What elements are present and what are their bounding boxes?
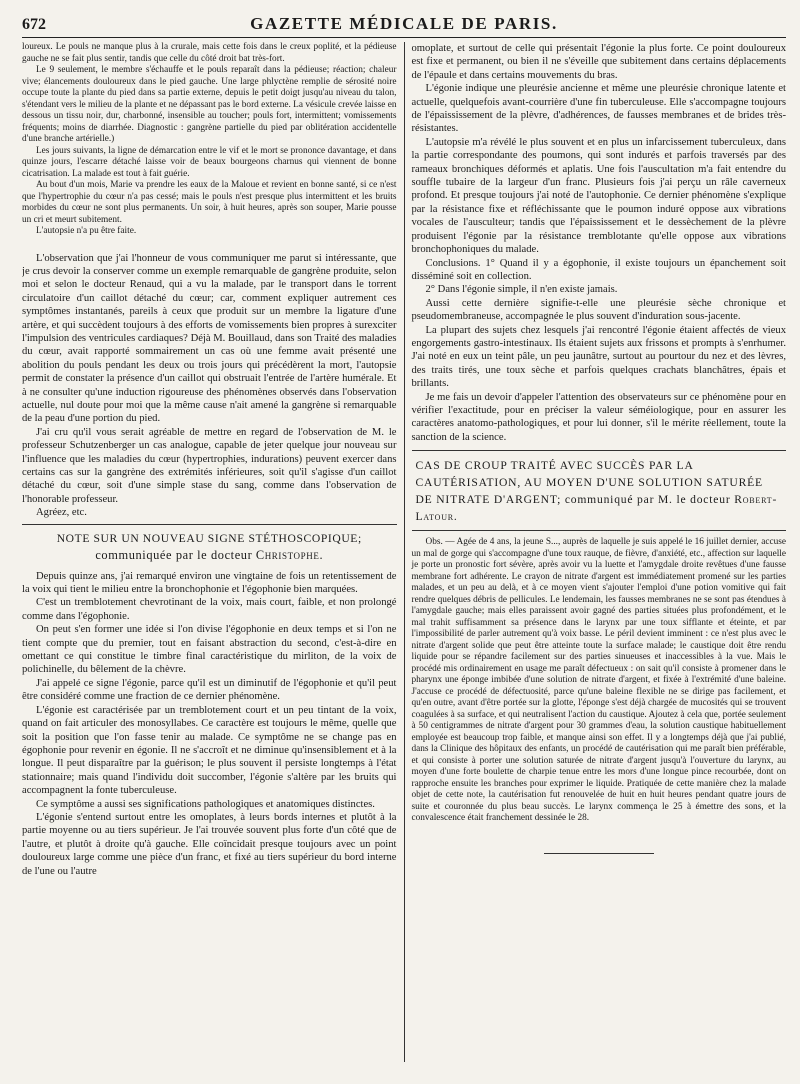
- article-paragraph: C'est un tremblotement chevrotinant de la voix, mais court, faible, et non prolongé comme dans l'égophonie.: [22, 597, 397, 622]
- signoff: Agréez, etc.: [36, 507, 87, 519]
- commentary-paragraph: L'observation que j'ai l'honneur de vous communiquer me parut si intéressante, que je crus devoir la conserver comme un exemple remarquable de gangrène produite, selon moi et selon le docteur Renaud, qui a vu la malade, par le transport dans le torrent circulatoire d'un caillot détaché du cœur; car, comment expliquer autrement ces symptômes instantanés, pareils à ceux que produit sur un membre la ligature d'une artère, et qui succèdent toujours à des efforts de vomissements bien propres à surexciter l'impulsion des ventricules cardiaques? Déjà M. Bouillaud, dans son Traité des maladies du cœur, avait rapporté sommairement un cas où une femme avait présenté une abolition du pouls pendant les deux ou trois jours qui précédèrent la mort, l'autopsie permit de constater la présence d'un caillot qui obstruait l'entrée de l'artère humérale. Et à ne consulter qu'une induction rigoureuse des phénomènes observés dans l'observation actuelle, nul doute pour moi que la même cause n'ait amené la gangrène si remarquable de la peau d'une portion du pied.: [22, 252, 397, 425]
- commentary: [22, 252, 397, 520]
- section-gap: [22, 238, 397, 252]
- article-paragraph: Je me fais un devoir d'appeler l'attention des observateurs sur ce phénomène pour en vérifier l'exactitude, pour en préciser la valeur séméiologique, pour en assurer les caractères anatomo-pathologiques, et pour lui donner, s'il le mérite réellement, toute la sanction de la science.: [411, 391, 786, 443]
- article-title-stethoscopic: [22, 524, 397, 564]
- page-number: 672: [22, 16, 46, 33]
- article-paragraph: L'égonie s'entend surtout entre les omoplates, à leurs bords internes et plutôt à la partie moyenne ou au tiers supérieur. Je l'ai trouvée souvent plus forte d'un côté que de l'autre, et plutôt à droite qu'à gauche. Elle coïncidait presque toujours avec un point douloureux large comme une pièce d'un franc, et fixé au tiers supérieur du bord interne de l'une ou l'autre: [22, 811, 397, 877]
- article-body-croup: [412, 537, 787, 825]
- case-paragraph: loureux. Le pouls ne manque plus à la crurale, mais cette fois dans le creux poplité, et la pédieuse gauche ne se fait plus sentir, tandis que celle du côté droit bat très-fort.: [22, 42, 397, 64]
- article-paragraph: La plupart des sujets chez lesquels j'ai rencontré l'égonie étaient affectés de vieux engorgements gastro-intestinaux. Ils étaient sujets aux frissons et prompts à s'enrhumer. J'ai noté en eux un teint pâle, un peu jaunâtre, surtout au pourtour du nez et des lèvres, des traits tirés, une toux sèche et parfois quelques crachats blanchâtres, épais et brillants.: [411, 324, 786, 390]
- article-title-croup: [412, 450, 787, 531]
- right-column: [405, 42, 787, 1062]
- case-paragraph: L'autopsie n'a pu être faite.: [36, 226, 137, 236]
- article-paragraph: J'ai appelé ce signe l'égonie, parce qu'il est un diminutif de l'égophonie et qu'il peut être considéré comme une fraction de ce dernier phénomène.: [22, 677, 397, 703]
- case-paragraph: Au bout d'un mois, Marie va prendre les eaux de la Maloue et revient en bonne santé, si ce n'est que l'hypertrophie du cœur n'a pas cessé; mais le pouls n'est presque plus intermittent et les bruits morbides du cœur ne sont plus permanents. Un soir, à huit heures, après son souper, Marie pousse un cri et meurt subitement.: [22, 180, 397, 225]
- article-paragraph: On peut s'en former une idée si l'on divise l'égophonie en deux temps et si l'on ne tient compte que du premier, tout en faisant abstraction du second, c'est-à-dire en omettant ce qui constitue le timbre final caractéristique du mirliton, de la voix de polichinelle, du bêlement de la chèvre.: [22, 624, 397, 676]
- case-paragraph: Les jours suivants, la ligne de démarcation entre le vif et le mort se prononce davantage, et dans quinze jours, l'escarre détaché laisse voir de beaux bourgeons charnus qui viennent de bonne cicatrisation. La malade est tout à fait guérie.: [22, 145, 397, 179]
- columns: [22, 42, 786, 1062]
- article-paragraph: omoplate, et surtout de celle qui présentait l'égonie la plus forte. Ce point douloureux est fixe et permanent, ou bien il ne s'éveille que subitement dans certains déplacements de l'épaule et dans certains mouvements du bras.: [411, 43, 786, 81]
- article-body-stethoscopic-continued: [412, 42, 787, 444]
- article-body-stethoscopic: [22, 570, 397, 878]
- article-title-text: CAS DE CROUP TRAITÉ AVEC SUCCÈS PAR LA CAUTÉRISATION, AU MOYEN D'UNE SOLUTION SATURÉE DE NITRATE D'ARGENT;: [415, 459, 763, 507]
- article-title-text: NOTE SUR UN NOUVEAU SIGNE STÉTHOSCOPIQUE;: [56, 531, 362, 545]
- page-header: [22, 14, 786, 38]
- article-author: Robert-Latour.: [415, 493, 778, 524]
- article-paragraph: L'égonie est caractérisée par un tremblotement court et un peu tintant de la voix, quand on fait articuler des monosyllabes. Ce caractère est toujours le même, quelle que soit la position que l'on fasse tenir au malade. Ce symptôme ne se change pas en égophonie pour revenir en égonie. Il ne s'accroît et ne diminue qu'insensiblement et à la longue. Il peut disparaître par la guérison; le plus souvent il persiste longtemps à l'état stationnaire; mais quand l'individu doit succomber, l'égonie s'altère par les bruits qui accompagnent la fonte tuberculeuse.: [22, 704, 397, 797]
- article-byline: communiquée par le docteur: [95, 547, 253, 562]
- conclusions-paragraph: Conclusions. 1° Quand il y a égophonie, il existe toujours un épanchement soit disséminé soit en collection.: [411, 257, 786, 282]
- article-paragraph: L'égonie indique une pleurésie ancienne et même une pleurésie chronique latente et actuelle, quelquefois avant-courrière d'une fin tuberculeuse. Elle s'accompagne toujours de l'épaississement de la plèvre, d'adhérences, de fausses membranes et de brides très-résistantes.: [411, 83, 786, 135]
- article-paragraph: Depuis quinze ans, j'ai remarqué environ une vingtaine de fois un retentissement de la voix qui tient le milieu entre la bronchophonie et l'égophonie bien marquées.: [22, 570, 397, 596]
- end-rule: [544, 853, 654, 854]
- journal-title: GAZETTE MÉDICALE DE PARIS.: [250, 14, 558, 33]
- article-byline: communiqué par M. le docteur: [564, 493, 731, 507]
- commentary-paragraph: J'ai cru qu'il vous serait agréable de mettre en regard de l'observation de M. le professeur Schutzenberger un cas analogue, capable de jeter quelque jour nouveau sur l'influence que les maladies du cœur (hypertrophies, indurations) peuvent exercer dans certains cas sur la gangrène des extrémités inférieures, soit qu'il s'agisse d'un caillot détaché du cœur, soit d'une simple stase du sang, comme dans l'observation de l'honorable professeur.: [22, 426, 397, 505]
- case-paragraph: Le 9 seulement, le membre s'échauffe et le pouls reparaît dans la pédieuse; réaction; chaleur vive; élancements douloureux dans le pied gauche. Une large phlyctène remplie de sérosité noire occupe toute la plante du pied dans sa partie externe, depuis le petit doigt jusqu'au niveau du talon, s'étendant vers le milieu de la plante et ne dépassant pas le bord externe. La vésicule crevée laisse en dessous un tissu noir, dur, charbonné, insensible au toucher; pouls fort, intermittent; vomissements fréquents; moins de diarrhée. Diagnostic : gangrène partielle du pied par oblitération accidentelle d'une branche artérielle.): [22, 65, 397, 144]
- article-paragraph: Aussi cette dernière signifie-t-elle une pleurésie sèche chronique et pseudomembraneuse, accompagnée le plus souvent d'induration sous-jacente.: [411, 297, 786, 323]
- left-column: [22, 42, 405, 1062]
- article-author: Christophe.: [255, 547, 324, 562]
- continued-case: [22, 42, 397, 238]
- conclusions-paragraph: 2° Dans l'égonie simple, il n'en existe jamais.: [425, 284, 618, 296]
- article-paragraph: Ce symptôme a aussi ses significations pathologiques et anatomiques distinctes.: [36, 798, 375, 810]
- observation-paragraph: Obs. — Agée de 4 ans, la jeune S..., auprès de laquelle je suis appelé le 16 juillet dernier, accuse un mal de gorge qui s'accompagne d'une toux rauque, de fièvre, d'anxiété, etc., affection sur laquelle je porte un pronostic fort sévère, après avoir vu la luette et l'amygdale droite revêtues d'une fausse membrane fort adhérente. Le crayon de nitrate d'argent est immédiatement promené sur les parties malades, et un peu au delà, et à ce moyen vient s'ajouter l'emploi d'une potion vomitive qui fait rendre quelques débris de pellicules. Le lendemain, les fausses membranes ne se sont pas étendues à l'amygdale gauche; mais elles paraissent avoir gagné des parties situées plus profondément, et le mal trahit suffisamment sa présence dans le larynx par une toux sifflante et éteinte, et par l'impossibilité de parler autrement qu'à voix basse. Le péril devient imminent : ce n'est plus avec le nitrate d'argent solide que peut être atteinte toute la surface malade; le caustique doit être rendu liquide pour se répandre facilement sur des parties sinueuses et inaccessibles à la vue. Mais le procédé mis ordinairement en usage me paraît défectueux : on sait qu'il consiste à promener dans le pharynx une éponge imbibée d'une solution de nitrate d'argent, et fixée à l'extrémité d'une baleine. J'accuse ce procédé de défectuosité, parce qu'une baleine flexible ne se dirige pas facilement, et qu'en outre, avant d'être portée sur la glotte, l'éponge s'est déjà chargée de mucosités qui se trouvent coagulées à sa surface, et qui neutralisent l'action du caustique. Ajoutez à cela que, portée seulement à 50 centigrammes de nitrate d'argent pour 30 grammes d'eau, la solution caustique habituellement employée est beaucoup trop faible, et manque ainsi son effet. Il y a longtemps déjà que j'ai publié, dans la Clinique des hôpitaux des enfants, un procédé de cautérisation qui me paraît bien préférable, et qui consiste à porter une solution saturée de nitrate d'argent jusqu'à l'ouverture du larynx, au moyen d'une forte boulette de charpie tenue entre les mors d'une longue pince recourbée, dont on rapproche ensuite les branches pour exprimer le liquide. Pratiquée de cette manière chez la malade objet de cette note, la cautérisation fut renouvelée de huit en huit heures pendant quatre jours de suite et couronnée du plus beau succès. Le larynx commença le 25 à émettre des sons, et la convalescence était franchement dessinée le 28.: [411, 537, 786, 824]
- article-paragraph: L'autopsie m'a révélé le plus souvent et en plus un infarcissement tuberculeux, dans la partie correspondante des poumons, qui sont indurés et parfois traversés par des rameaux bronchiques déformés et aplatis. Une fois l'auscultation m'a fait entendre du souffle tubaire de la largeur d'un franc. Plusieurs fois j'ai perçu un râle caverneux profond. Et presque toujours j'ai noté de l'autophonie. Ce dernier phénomène s'explique par la résistance fixe et réfléchissante que le poumon induré oppose aux vibrations vocales de l'ausculteur; tandis que l'épaississement et le dessèchement de la plèvre produisent l'égonie par la résistance tremblotante qu'elle oppose aux vibrations bronchophoniques du malade.: [411, 136, 786, 256]
